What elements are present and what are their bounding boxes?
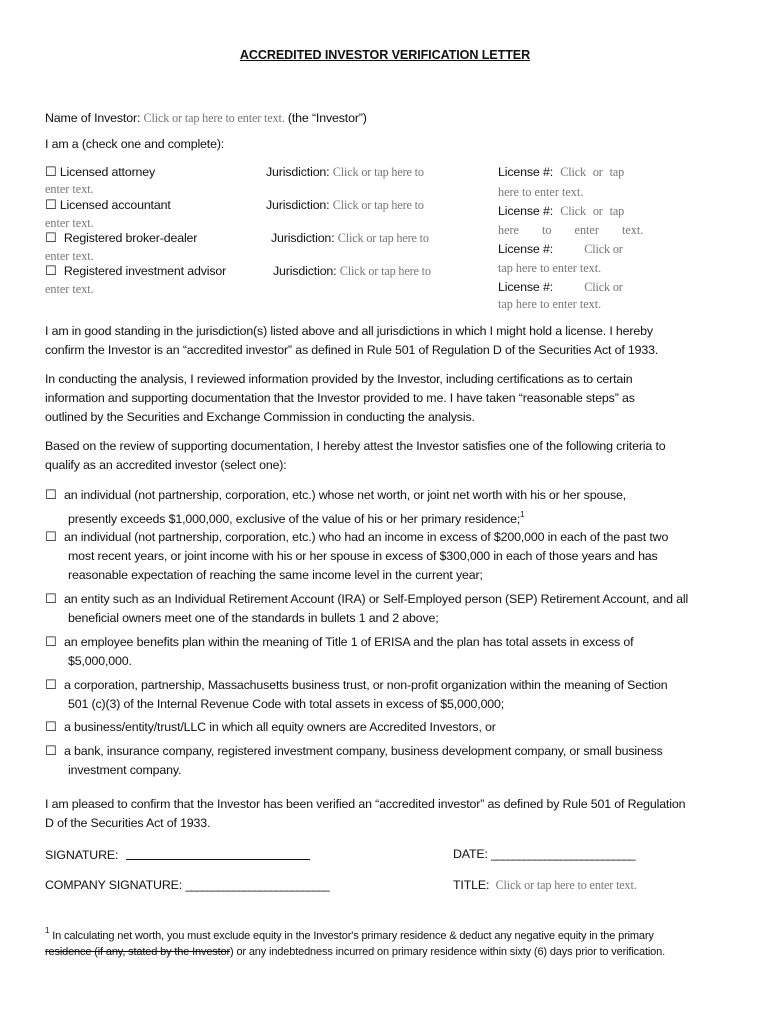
company-signature-row <box>45 878 328 892</box>
profession-row-attorney <box>45 165 155 179</box>
criteria-intro-paragraph <box>45 437 665 475</box>
profession-row-broker-dealer <box>45 231 197 245</box>
profession-row-investment-advisor <box>45 264 226 278</box>
standing-paragraph <box>45 322 658 360</box>
criterion-text: a bank, insurance company, registered investment company, business development company, or small business <box>64 744 663 758</box>
footnote-ref[interactable]: 1 <box>520 510 525 519</box>
criterion-text: most recent years, or joint income with his or her spouse in excess of $300,000 in each of those years and has <box>68 549 658 563</box>
license-label: License #: <box>498 204 553 218</box>
criterion-text: $5,000,000. <box>68 654 132 668</box>
license-field-4[interactable]: Click or <box>584 280 623 294</box>
jurisdiction-overflow[interactable]: enter text. <box>45 282 94 296</box>
paragraph-line: I am pleased to confirm that the Investor has been verified an “accredited investor” as defined by Rule 501 of Regulation <box>45 797 686 811</box>
checkbox-investment-advisor[interactable]: ☐ <box>45 264 57 279</box>
criterion-text: an individual (not partnership, corporation, etc.) whose net worth, or joint net worth with his or her spouse, <box>64 488 627 502</box>
checkbox-accountant[interactable]: ☐ <box>45 198 57 213</box>
paragraph-line: outlined by the Securities and Exchange Commission in conducting the analysis. <box>45 410 475 424</box>
confirmation-paragraph <box>45 795 685 833</box>
checkbox-criterion-2[interactable]: ☐ <box>45 530 57 545</box>
criterion-text: 501 (c)(3) of the Internal Revenue Code with total assets in excess of $5,000,000; <box>68 697 505 711</box>
profession-label: Licensed accountant <box>59 198 171 212</box>
jurisdiction-row-accountant <box>266 198 424 213</box>
date-row <box>453 847 634 861</box>
title-label: TITLE: <box>453 878 490 892</box>
checkbox-criterion-6[interactable]: ☐ <box>45 720 57 735</box>
criterion-erisa-plan <box>45 633 633 671</box>
license-field-1[interactable]: Click or tap <box>560 165 625 179</box>
investor-name-row <box>45 111 367 126</box>
paragraph-line: D of the Securities Act of 1933. <box>45 816 211 830</box>
checkbox-criterion-4[interactable]: ☐ <box>45 635 57 650</box>
document-title: ACCREDITED INVESTOR VERIFICATION LETTER <box>239 48 531 62</box>
criterion-text: an individual (not partnership, corporation, etc.) who had an income in excess of $200,000 in each of the past two <box>64 530 669 544</box>
paragraph-line: In conducting the analysis, I reviewed information provided by the Investor, including certifications as to certain <box>45 372 633 386</box>
date-line[interactable]: ___________________________ <box>491 847 634 861</box>
criterion-net-worth <box>45 486 626 529</box>
license-row-3 <box>498 242 623 257</box>
paragraph-line: qualify as an accredited investor (select one): <box>45 458 287 472</box>
paragraph-line: confirm the Investor is an “accredited investor” as defined in Rule 501 of Regulation D of the Securities Act of 1933. <box>45 343 659 357</box>
checkbox-criterion-7[interactable]: ☐ <box>45 744 57 759</box>
license-label: License #: <box>498 165 553 179</box>
footnote-text: ) or any indebtedness incurred on primary residence within sixty (6) days prior to verification. <box>230 946 665 958</box>
checkbox-attorney[interactable]: ☐ <box>45 165 57 180</box>
footnote-line <box>45 944 665 960</box>
criterion-retirement-account <box>45 590 688 628</box>
jurisdiction-field-broker-dealer[interactable]: Click or tap here to <box>337 231 429 245</box>
license-label: License #: <box>498 280 553 294</box>
license-label: License #: <box>498 242 553 256</box>
title-row <box>453 878 637 893</box>
paragraph-line: Based on the review of supporting documentation, I hereby attest the Investor satisfies one of the following criteria to <box>45 439 666 453</box>
license-row-1 <box>498 165 624 180</box>
profession-intro: I am a (check one and complete): <box>45 137 225 151</box>
license-row-4 <box>498 280 623 295</box>
analysis-paragraph <box>45 370 635 427</box>
license-field-4-cont[interactable]: tap here to enter text. <box>498 297 602 311</box>
investor-name-suffix: (the “Investor”) <box>287 111 367 125</box>
date-label: DATE: <box>453 847 488 861</box>
company-signature-label: COMPANY SIGNATURE: <box>45 878 183 892</box>
license-field-3[interactable]: Click or <box>584 242 623 256</box>
license-field-3-cont[interactable]: tap here to enter text. <box>498 261 602 275</box>
profession-label: Registered investment advisor <box>63 264 227 278</box>
criterion-text: reasonable expectation of reaching the same income level in the current year; <box>68 568 483 582</box>
title-field[interactable]: Click or tap here to enter text. <box>495 878 637 892</box>
criterion-all-owners-accredited <box>45 718 496 737</box>
signature-line[interactable] <box>126 847 310 860</box>
footnote-line <box>45 923 665 944</box>
paragraph-line: I am in good standing in the jurisdiction(s) listed above and all jurisdictions in which I might hold a license. I hereby <box>45 324 653 338</box>
criterion-bank-institution <box>45 742 663 780</box>
criterion-text: an entity such as an Individual Retirement Account (IRA) or Self-Employed person (SEP) Retirement Account, and all <box>64 592 689 606</box>
license-field-1-cont[interactable]: here to enter text. <box>498 185 584 199</box>
license-field-2[interactable]: Click or tap <box>560 204 625 218</box>
jurisdiction-overflow[interactable]: enter text. <box>45 249 94 263</box>
footnote-marker: 1 <box>45 926 50 935</box>
checkbox-criterion-1[interactable]: ☐ <box>45 488 57 503</box>
profession-label: Licensed attorney <box>59 165 156 179</box>
jurisdiction-label: Jurisdiction: <box>271 231 335 245</box>
checkbox-criterion-5[interactable]: ☐ <box>45 678 57 693</box>
checkbox-criterion-3[interactable]: ☐ <box>45 592 57 607</box>
license-field-2-cont[interactable]: here to enter text. <box>498 223 644 237</box>
jurisdiction-label: Jurisdiction: <box>266 165 330 179</box>
jurisdiction-overflow[interactable]: enter text. <box>45 216 94 230</box>
jurisdiction-overflow[interactable]: enter text. <box>45 182 94 196</box>
profession-label: Registered broker-dealer <box>63 231 198 245</box>
paragraph-line: information and supporting documentation that the Investor provided to me. I have taken “reasonable steps” as <box>45 391 635 405</box>
checkbox-broker-dealer[interactable]: ☐ <box>45 231 57 246</box>
criterion-text: an employee benefits plan within the meaning of Title 1 of ERISA and the plan has total assets in excess of <box>64 635 634 649</box>
jurisdiction-row-investment-advisor <box>273 264 431 279</box>
criterion-corporation <box>45 676 667 714</box>
profession-row-accountant <box>45 198 171 212</box>
jurisdiction-field-investment-advisor[interactable]: Click or tap here to <box>339 264 431 278</box>
jurisdiction-row-broker-dealer <box>271 231 429 246</box>
criterion-text: beneficial owners meet one of the standards in bullets 1 and 2 above; <box>68 611 439 625</box>
jurisdiction-field-accountant[interactable]: Click or tap here to <box>332 198 424 212</box>
signature-label: SIGNATURE: <box>45 848 119 862</box>
criterion-text: a corporation, partnership, Massachusetts business trust, or non-profit organization within the meaning of Section <box>64 678 668 692</box>
company-signature-line[interactable]: ___________________________ <box>185 878 329 892</box>
signature-row <box>45 847 310 862</box>
investor-name-field[interactable]: Click or tap here to enter text. <box>143 111 285 125</box>
jurisdiction-field-attorney[interactable]: Click or tap here to <box>332 165 424 179</box>
footnote-text: In calculating net worth, you must exclude equity in the Investor's primary residence & deduct any negative equity in the primary <box>52 930 654 942</box>
footnote <box>45 923 665 960</box>
criterion-text: a business/entity/trust/LLC in which all equity owners are Accredited Investors, or <box>64 720 496 734</box>
jurisdiction-label: Jurisdiction: <box>273 264 337 278</box>
criterion-text: investment company. <box>68 763 182 777</box>
jurisdiction-label: Jurisdiction: <box>266 198 330 212</box>
criterion-income <box>45 528 668 585</box>
license-row-2 <box>498 204 624 219</box>
footnote-struck-text: residence (if any, stated by the Investor <box>45 946 231 958</box>
jurisdiction-row-attorney <box>266 165 424 180</box>
investor-name-label: Name of Investor: <box>45 111 141 125</box>
criterion-text: presently exceeds $1,000,000, exclusive of the value of his or her primary residence; <box>68 512 521 526</box>
